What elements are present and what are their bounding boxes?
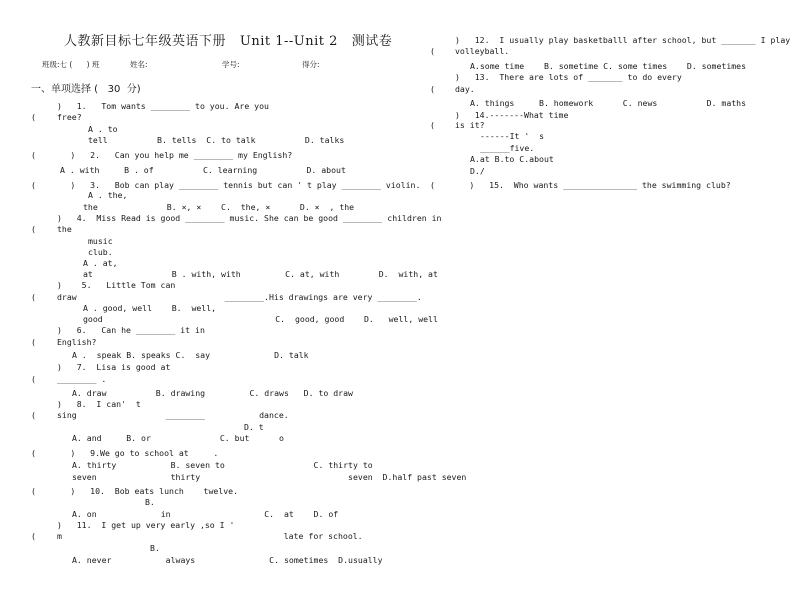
question-line: ) 12. I usually play basketballl after school, but _______ I play (455, 35, 791, 45)
option-line: the B. ×, × C. the, × D. × , the (83, 202, 355, 212)
question-line: volleyball. (455, 46, 510, 56)
question-bracket: ( (31, 374, 36, 384)
question-line: draw ________.His drawings are very ________. (57, 292, 422, 302)
option-line: A . speak B. speaks C. say D. talk (72, 350, 309, 360)
question-line: ) 8. I can' t (57, 399, 141, 409)
option-line: good C. good, good D. well, well (83, 314, 438, 324)
option-line: at B . with, with C. at, with D. with, at (83, 269, 438, 279)
question-line: ________ . (57, 374, 107, 384)
section-heading: 一、单项选择 ( 30 分) (31, 84, 141, 95)
question-line: the (57, 224, 72, 234)
name-field-label: 姓名: (130, 60, 148, 69)
question-line: ) 13. There are lots of _______ to do every (455, 72, 682, 82)
option-line: A . the, (88, 190, 128, 200)
question-bracket: ( (31, 224, 36, 234)
option-line: B. (145, 497, 155, 507)
question-bracket: ( (430, 120, 435, 130)
question-line: sing ________ dance. (57, 410, 289, 420)
option-line: A . at, (83, 258, 118, 268)
question-line: ------It ' s (480, 131, 545, 141)
question-bracket: ( (31, 410, 36, 420)
option-line: A . good, well B. well, (83, 303, 217, 313)
question-line: ( ) 3. Bob can play ________ tennis but can ' t play ________ violin. (31, 180, 421, 190)
option-line: A. never always C. sometimes D.usually (72, 555, 383, 565)
question-bracket: ( (31, 531, 36, 541)
option-line: tell B. tells C. to talk D. talks (88, 135, 345, 145)
page-title: 人教新目标七年级英语下册 Unit 1--Unit 2 测试卷 (64, 34, 393, 49)
question-bracket: ( (430, 46, 435, 56)
question-bracket: ( (31, 292, 36, 302)
option-line: A. and B. or C. but o (72, 433, 284, 443)
question-line: ) 7. Lisa is good at (57, 362, 171, 372)
option-line: D. t (244, 422, 264, 432)
option-line: A. thirty B. seven to C. thirty to (72, 460, 373, 470)
question-line: ) 1. Tom wants ________ to you. Are you (57, 101, 269, 111)
option-line: B. (150, 543, 160, 553)
question-line: ) 5. Little Tom can (57, 280, 176, 290)
option-line: A.at B.to C.about (470, 154, 554, 164)
question-line: ( ) 15. Who wants _______________ the swimming club? (430, 180, 731, 190)
question-line: ) 4. Miss Read is good ________ music. She can be good ________ children in (57, 213, 442, 223)
question-line: music (88, 236, 113, 246)
option-line: A. draw B. drawing C. draws D. to draw (72, 388, 353, 398)
question-line: ( ) 2. Can you help me ________ my English? (31, 150, 293, 160)
question-line: ______five. (480, 143, 535, 153)
class-field-label: 班级:七 ( ) 班 (42, 60, 100, 69)
question-line: ( ) 9.We go to school at . (31, 448, 219, 458)
option-line: A. on in C. at D. of (72, 509, 339, 519)
option-line: A . to (88, 124, 118, 134)
question-line: ( ) 10. Bob eats lunch twelve. (31, 486, 239, 496)
option-line: A.some time B. sometime C. some times D. sometimes (470, 61, 747, 71)
question-line: free? (57, 112, 82, 122)
option-line: A. things B. homework C. news D. maths (470, 98, 747, 108)
question-line: club. (88, 247, 113, 257)
option-line: A . with B . of C. learning D. about (60, 165, 346, 175)
option-line: seven thirty seven D.half past seven (72, 472, 467, 482)
score-field-label: 得分: (302, 60, 320, 69)
question-line: is it? (455, 120, 485, 130)
option-line: D./ (470, 166, 485, 176)
question-line: ) 14.-------What time (455, 110, 569, 120)
question-bracket: ( (430, 84, 435, 94)
question-line: English? (57, 337, 97, 347)
question-line: day. (455, 84, 475, 94)
question-bracket: ( (31, 112, 36, 122)
question-bracket: ( (31, 337, 36, 347)
question-line: ) 6. Can he ________ it in (57, 325, 205, 335)
student-number-label: 学号: (222, 60, 240, 69)
question-line: ) 11. I get up very early ,so I ' (57, 520, 235, 530)
question-line: m late for school. (57, 531, 363, 541)
